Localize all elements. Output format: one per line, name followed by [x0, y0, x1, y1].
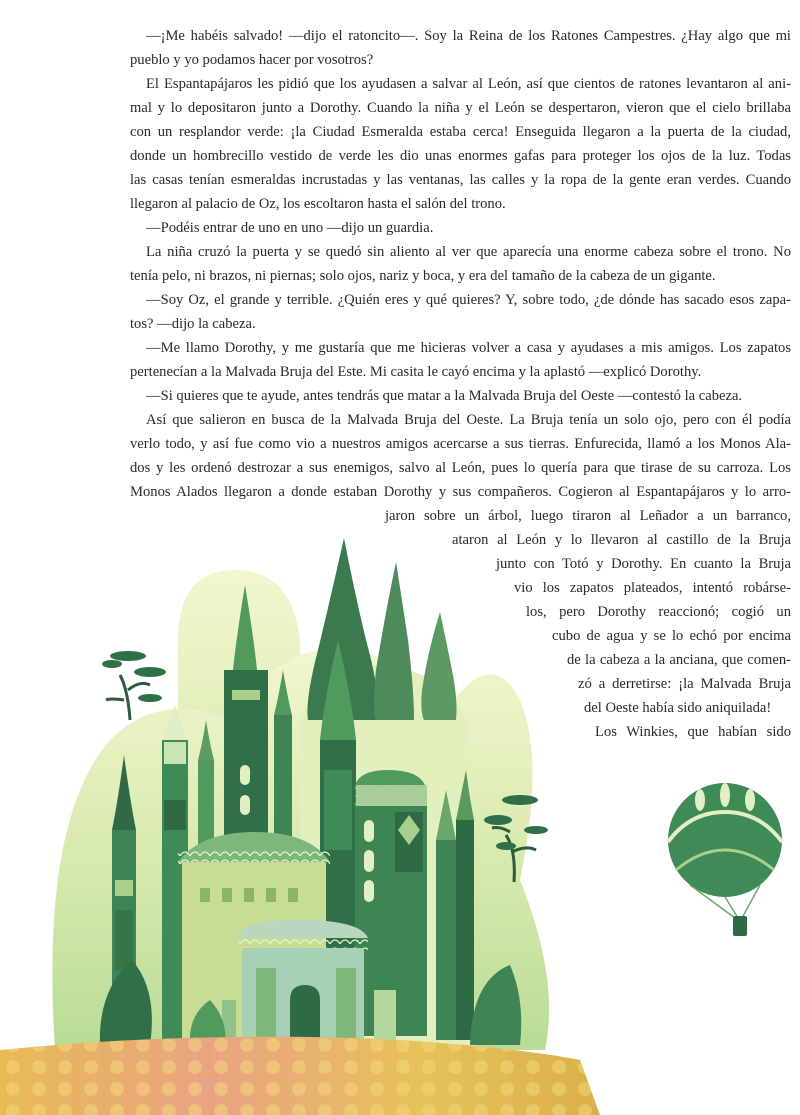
story-line: —Podéis entrar de uno en uno —dijo un guardia.	[146, 220, 434, 236]
story-line: La niña cruzó la puerta y se quedó sin aliento al ver que aparecía una enorme cabeza sobre el trono. No	[146, 244, 791, 260]
story-line: llegaron al palacio de Oz, los escoltaron hasta el salón del trono.	[130, 196, 506, 212]
story-line: —¡Me habéis salvado! —dijo el ratoncito—. Soy la Reina de los Ratones Campestres. ¿Hay algo que mi	[146, 28, 791, 44]
story-line: los, pero Dorothy reaccionó; cogió un	[526, 604, 791, 620]
story-line: —Soy Oz, el grande y terrible. ¿Quién eres y qué quieres? Y, sobre todo, ¿de dónde has sacado esos zapa-	[146, 292, 791, 308]
story-line: tos? —dijo la cabeza.	[130, 316, 256, 332]
story-line: pueblo y yo podamos hacer por vosotros?	[130, 52, 374, 68]
story-line: jaron sobre un árbol, luego tiraron al Leñador a un barranco,	[385, 508, 791, 524]
story-line: Monos Alados llegaron a donde estaban Dorothy y sus compañeros. Cogieron al Espantapájaros y lo arro-	[130, 484, 791, 500]
story-line: vio los zapatos plateados, intentó robárse-	[514, 580, 791, 596]
story-line: de la cabeza a la anciana, que comen-	[567, 652, 791, 668]
story-line: pertenecían a la Malvada Bruja del Este. Mi casita le cayó encima y la aplastó —explicó Dorothy.	[130, 364, 702, 380]
story-line: El Espantapájaros les pidió que los ayudasen a salvar al León, así que cientos de ratones levantaron al ani-	[146, 76, 791, 92]
story-line: tenía pelo, ni brazos, ni piernas; solo ojos, nariz y boca, y era del tamaño de la cabeza de un gigante.	[130, 268, 716, 284]
bonsai-left	[102, 651, 166, 720]
story-line: mal y lo depositaron junto a Dorothy. Cuando la niña y el León se despertaron, vieron que el cielo brillaba	[130, 100, 791, 116]
story-line: —Si quieres que te ayude, antes tendrás que matar a la Malvada Bruja del Oeste —contestó la cabeza.	[146, 388, 743, 404]
story-line: dos y les ordenó destrozar a sus enemigos, salvo al León, pues lo quería para que tirase de su carroza. Los	[130, 460, 791, 476]
story-line: zó a derretirse: ¡la Malvada Bruja	[578, 676, 791, 692]
story-line: Los Winkies, que habían sido	[595, 724, 791, 740]
story-line: verlo todo, y así fue como vio a nuestros amigos acercarse a sus tierras. Enfurecida, llamó a los Monos Ala-	[130, 436, 791, 452]
hot-air-balloon	[668, 783, 782, 936]
story-line: junto con Totó y Dorothy. En cuanto la Bruja	[496, 556, 791, 572]
story-line: Así que salieron en busca de la Malvada Bruja del Oeste. La Bruja tenía un solo ojo, pero con él podía	[146, 412, 791, 428]
story-line: con un resplandor verde: ¡la Ciudad Esmeralda estaba cerca! Enseguida llegaron a la puerta de la ciudad,	[130, 124, 791, 140]
story-line: cubo de agua y se lo echó por encima	[552, 628, 791, 644]
story-line: del Oeste había sido aniquilada!	[584, 700, 772, 716]
story-line: ataron al León y lo llevaron al castillo de la Bruja	[452, 532, 791, 548]
story-line: —Me llamo Dorothy, y me gustaría que me hicieras volver a casa y ayudases a mis amigos. Los zapatos	[146, 340, 791, 356]
story-line: donde un hombrecillo vestido de verde les dio unas enormes gafas para proteger los ojos de la luz. Todas	[130, 148, 791, 164]
story-line: las casas tenían esmeraldas incrustadas y las ventanas, las calles y la ropa de la gente eran verdes. Cuando	[130, 172, 791, 188]
